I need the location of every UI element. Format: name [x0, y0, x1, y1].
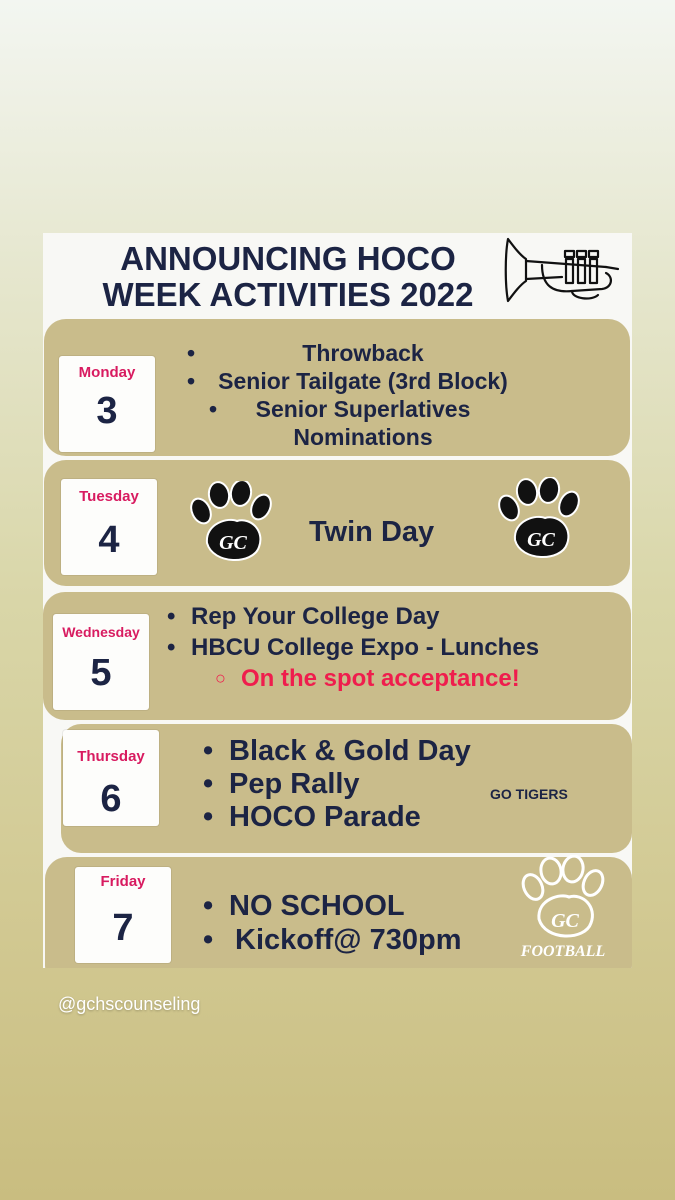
title-line-2: WEEK ACTIVITIES 2022 [102, 276, 474, 313]
day-number: 7 [112, 907, 134, 949]
day-number: 4 [98, 519, 120, 561]
list-item: Twin Day [309, 516, 435, 548]
day-name: Thursday [77, 748, 145, 765]
day-number: 3 [96, 390, 118, 432]
list-item: • Pep Rally [203, 768, 360, 800]
page-title [43, 241, 533, 313]
list-item: • NO SCHOOL [203, 890, 405, 922]
list-item: • Senior Tailgate (3rd Block) [187, 368, 508, 394]
paw-logo-text: GC [527, 529, 555, 551]
friday-activities [203, 889, 533, 957]
date-card-friday [75, 867, 171, 963]
list-item: • Senior Superlatives [209, 396, 471, 422]
list-item: • HOCO Parade [203, 801, 421, 833]
date-card-tuesday [61, 479, 157, 575]
paw-logo-text: GC [551, 910, 579, 932]
list-item: • Throwback [187, 340, 424, 366]
trumpet-icon [502, 233, 622, 307]
thursday-activities [203, 735, 503, 834]
date-card-monday [59, 356, 155, 452]
list-item: • HBCU College Expo - Lunches [167, 634, 540, 661]
monday-activities [173, 339, 553, 451]
wednesday-activities [167, 601, 627, 694]
account-handle[interactable]: @gchscounseling [58, 994, 201, 1014]
paw-icon [497, 477, 585, 565]
day-name: Monday [78, 364, 136, 381]
day-number: 5 [90, 652, 112, 694]
go-tigers-note: GO TIGERS [490, 786, 568, 802]
title-line-1: ANNOUNCING HOCO [120, 240, 456, 277]
list-item: ○ On the spot acceptance! [215, 665, 520, 692]
day-name: Tuesday [79, 488, 139, 505]
date-card-thursday [63, 730, 159, 826]
day-name: Friday [100, 873, 146, 890]
announcement-card [43, 233, 632, 968]
list-item: • Rep Your College Day [167, 603, 440, 630]
football-text: FOOTBALL [520, 943, 606, 960]
list-item: • Black & Gold Day [203, 735, 471, 767]
date-card-wednesday [53, 614, 149, 710]
paw-icon [189, 481, 277, 567]
football-paw-logo-icon [513, 855, 613, 963]
day-number: 6 [100, 778, 122, 820]
day-name: Wednesday [62, 624, 140, 640]
list-item: Nominations [293, 424, 433, 450]
paw-logo-text: GC [219, 532, 247, 554]
tuesday-activities [309, 515, 434, 549]
list-item: • Kickoff@ 730pm [203, 924, 462, 956]
